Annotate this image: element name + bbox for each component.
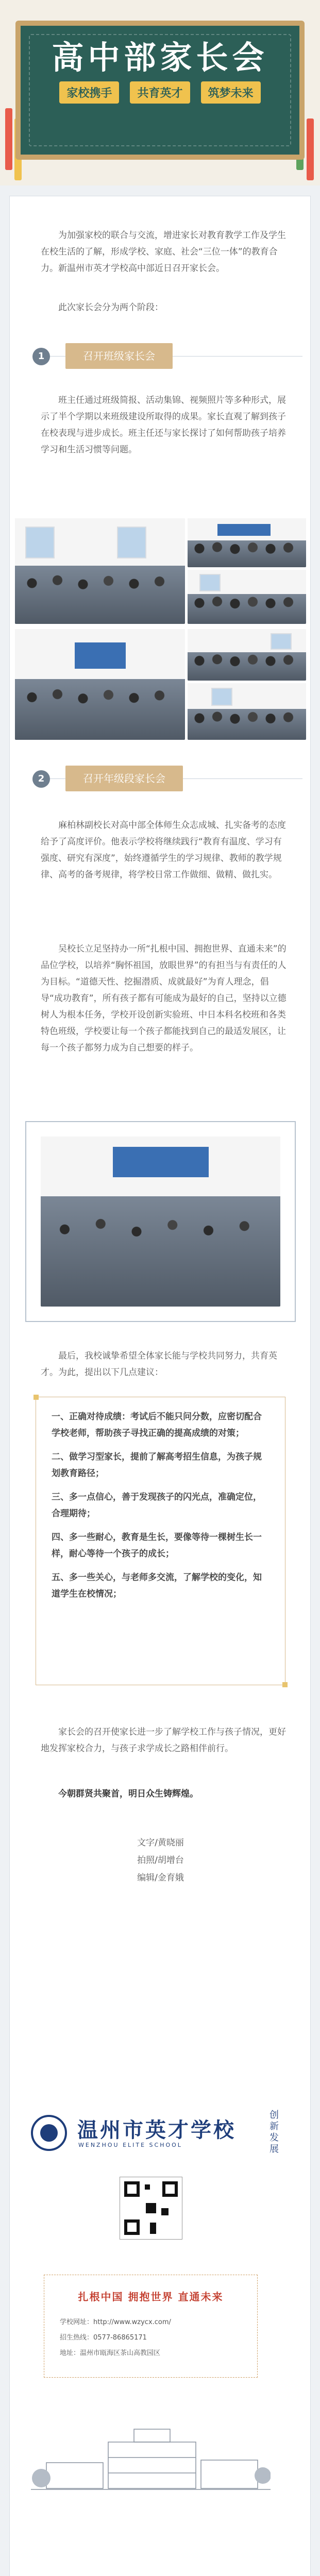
section-1-paragraph: 班主任通过班级简报、活动集锦、视频照片等多种形式，展示了半个学期以来班级建设所取得的成果。家长直观了解到孩子在校表现与进步成长。班主任还与家长探讨了如何帮助孩子培养学习和生活习惯等问题。 — [41, 395, 286, 455]
section-number-badge: 2 — [32, 770, 50, 788]
assembly-photo — [41, 1137, 280, 1307]
school-address: 地址：温州市瓯海区茶山高教园区 — [60, 2349, 161, 2357]
banner-tag: 家校携手 — [59, 81, 119, 104]
school-website[interactable]: 学校网址：http://www.wzycx.com/ — [60, 2318, 171, 2326]
box-corner-decoration — [33, 1395, 39, 1400]
proposal-item: 五、多一些关心，与老师多交流，了解学校的变化，知道学生在校情况； — [52, 1572, 262, 1599]
school-vertical-motto: 创新发展 — [270, 2110, 279, 2155]
assembly-photo-frame — [25, 1121, 296, 1322]
header-banner — [0, 0, 320, 185]
contact-box — [44, 2275, 258, 2378]
banner-tag: 筑梦未来 — [201, 81, 261, 104]
section-2-paragraph: 吴校长立足坚持办一所“扎根中国、拥抱世界、直通未来”的品位学校，以培养“胸怀祖国，放眼世界”的有担当与有责任的人为目标。“道德天性、挖掘潜质、成就最好”为育人理念，倡导“成功教育”，所有孩子都有可能成为最好的自己，坚持以立德树人为根本任务，学校开设创新实验班、中日本科名校班和各类特色班级，学校要让每一个孩子都能找到自己的最适发展区，让每一个孩子都努力成为自己想要的样子。 — [41, 944, 287, 1053]
campus-sketch-illustration — [31, 2421, 271, 2499]
banner-title: 高中部家长会 — [52, 39, 268, 76]
banner-tag: 共育英才 — [130, 81, 190, 104]
proposal-item: 四、多一些耐心，教育是生长，要像等待一棵树生长一样，耐心等待一个孩子的成长； — [52, 1532, 262, 1559]
school-name-en: WENZHOU ELITE SCHOOL — [78, 2142, 182, 2148]
proposal-lead: 最后，我校诚挚希望全体家长能与学校共同努力，共育英才。为此，提出以下几点建议： — [41, 1351, 277, 1378]
proposal-list — [52, 1409, 268, 1602]
box-corner-decoration — [282, 1682, 288, 1687]
proposal-item: 三、多一点信心，善于发现孩子的闪光点，准确定位，合理期待； — [52, 1492, 262, 1519]
proposal-item: 一、正确对待成绩：考试后不能只问分数，应密切配合学校老师，帮助孩子寻找正确的提高成绩的对策； — [52, 1412, 262, 1438]
section-title-tag: 召开年级段家长会 — [65, 766, 183, 791]
school-name: 温州市英才学校 — [77, 2118, 236, 2142]
credit-line: 编辑/金育娥 — [137, 1873, 184, 1883]
credit-line: 文字/黄晓丽 — [137, 1838, 184, 1848]
admissions-phone[interactable]: 招生热线：0577-86865171 — [60, 2334, 147, 2342]
meeting-photo — [188, 518, 306, 567]
banner-tags — [0, 81, 320, 104]
intro-paragraph: 为加强家校的联合与交流，增进家长对教育教学工作及学生在校生活的了解，形成学校、家庭、社会“三位一体”的教育合力。新温州市英才学校高中部近日召开家长会。 — [41, 230, 286, 274]
qr-code[interactable] — [120, 2177, 182, 2240]
credit-line: 拍照/胡增台 — [137, 1855, 184, 1866]
school-slogan: 扎根中国 拥抱世界 直通未来 — [78, 2291, 224, 2303]
pencil-red-decoration — [5, 108, 12, 170]
section-1-header — [24, 338, 302, 374]
section-2-header — [24, 760, 302, 796]
meeting-photo — [188, 683, 306, 740]
meeting-photo — [15, 629, 185, 740]
meeting-photo — [188, 629, 306, 681]
proposal-box — [36, 1397, 285, 1685]
section-number-badge: 1 — [32, 348, 50, 365]
school-logo — [21, 2110, 281, 2156]
proposal-item: 二、做学习型家长，提前了解高考招生信息，为孩子规划教育路径； — [52, 1452, 262, 1479]
intro-stage-line: 此次家长会分为两个阶段： — [58, 302, 163, 313]
section-title-tag: 召开班级家长会 — [65, 343, 173, 369]
meeting-photo — [188, 570, 306, 624]
section-2-paragraph: 麻柏林副校长对高中部全体师生众志成城、扎实备考的态度给予了高度评价。他表示学校将继续践行“教育有温度、学习有强度、研究有深度”，始终遵循学生的学习规律、教师的教学规律、高考的备考规律，将学校日常工作做细、做精、做扎实。 — [41, 820, 286, 880]
meeting-photo — [15, 518, 185, 624]
closing-paragraph: 家长会的召开使家长进一步了解学校工作与孩子情况，更好地发挥家校合力，与孩子求学成长之路相伴前行。 — [41, 1727, 286, 1754]
closing-motto: 今朝群贤共聚首，明日众生铸辉煌。 — [58, 1789, 198, 1799]
school-emblem-icon — [31, 2115, 67, 2151]
pencil-red-decoration-right — [307, 118, 314, 180]
